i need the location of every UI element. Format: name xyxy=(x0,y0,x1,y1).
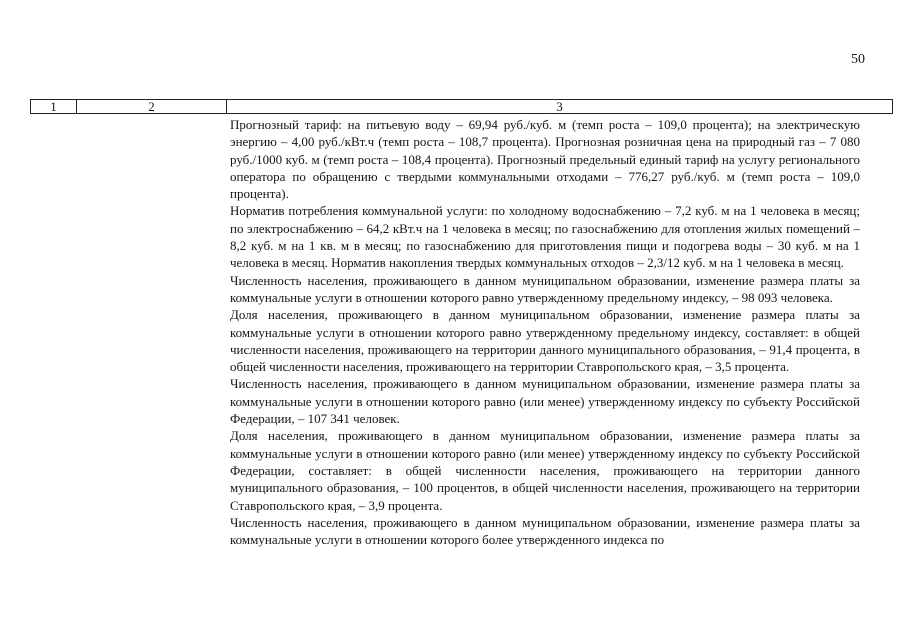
paragraph-population-count-regional-index: Численность населения, проживающего в данном муниципальном образовании, изменение размера платы за коммунальные услуги в отношении которого равно (или менее) утвержденному индексу по субъекту Российской Федерации, – 107 341 человек. xyxy=(230,376,860,427)
table-header xyxy=(30,99,893,114)
column-number-2: 2 xyxy=(77,100,227,114)
page-number: 50 xyxy=(851,52,865,67)
column-number-1: 1 xyxy=(31,100,77,114)
column-number-3: 3 xyxy=(227,100,893,114)
paragraph-population-count-above-index: Численность населения, проживающего в данном муниципальном образовании, изменение размера платы за коммунальные услуги в отношении которого более утвержденного индекса по xyxy=(230,514,860,548)
paragraph-population-share-limit-index: Доля населения, проживающего в данном муниципальном образовании, изменение размера платы за коммунальные услуги в отношении которого равно утвержденному предельному индексу, составляет: в общей численности населения, проживающего на территории данного муниципального образования, – 91,4 процента, в общей численности населения, проживающего на территории Ставропольского края, – 3,5 процента. xyxy=(230,307,860,375)
table-header-row xyxy=(31,100,893,114)
document-body xyxy=(230,116,860,548)
paragraph-consumption-norms: Норматив потребления коммунальной услуги: по холодному водоснабжению – 7,2 куб. м на 1 человека в месяц; по электроснабжению – 64,2 кВт.ч на 1 человека в месяц; по газоснабжению для отопления жилых помещений – 8,2 куб. м на 1 кв. м в месяц; по газоснабжению для приготовления пищи и подогрева воды – 30 куб. м на 1 человека в месяц. Норматив накопления твердых коммунальных отходов – 2,3/12 куб. м на 1 человека в месяц. xyxy=(230,203,860,271)
paragraph-tariffs: Прогнозный тариф: на питьевую воду – 69,94 руб./куб. м (темп роста – 109,0 процента); на электрическую энергию – 4,00 руб./кВт.ч (темп роста – 108,7 процента). Прогнозная розничная цена на природный газ – 7 080 руб./1000 куб. м (темп роста – 108,4 процента). Прогнозный предельный единый тариф на услугу регионального оператора по обращению с твердыми коммунальными отходами – 776,27 руб./куб. м (темп роста – 109,0 процента). xyxy=(230,117,860,202)
paragraph-population-share-regional-index: Доля населения, проживающего в данном муниципальном образовании, изменение размера платы за коммунальные услуги в отношении которого равно (или менее) утвержденному индексу по субъекту Российской Федерации, составляет: в общей численности населения, проживающего на территории данного муниципального образования, – 100 процентов, в общей численности населения, проживающего на территории Ставропольского края, – 3,9 процента. xyxy=(230,428,860,513)
paragraph-population-count-limit-index: Численность населения, проживающего в данном муниципальном образовании, изменение размера платы за коммунальные услуги в отношении которого равно утвержденному предельному индексу, – 98 093 человека. xyxy=(230,272,860,305)
